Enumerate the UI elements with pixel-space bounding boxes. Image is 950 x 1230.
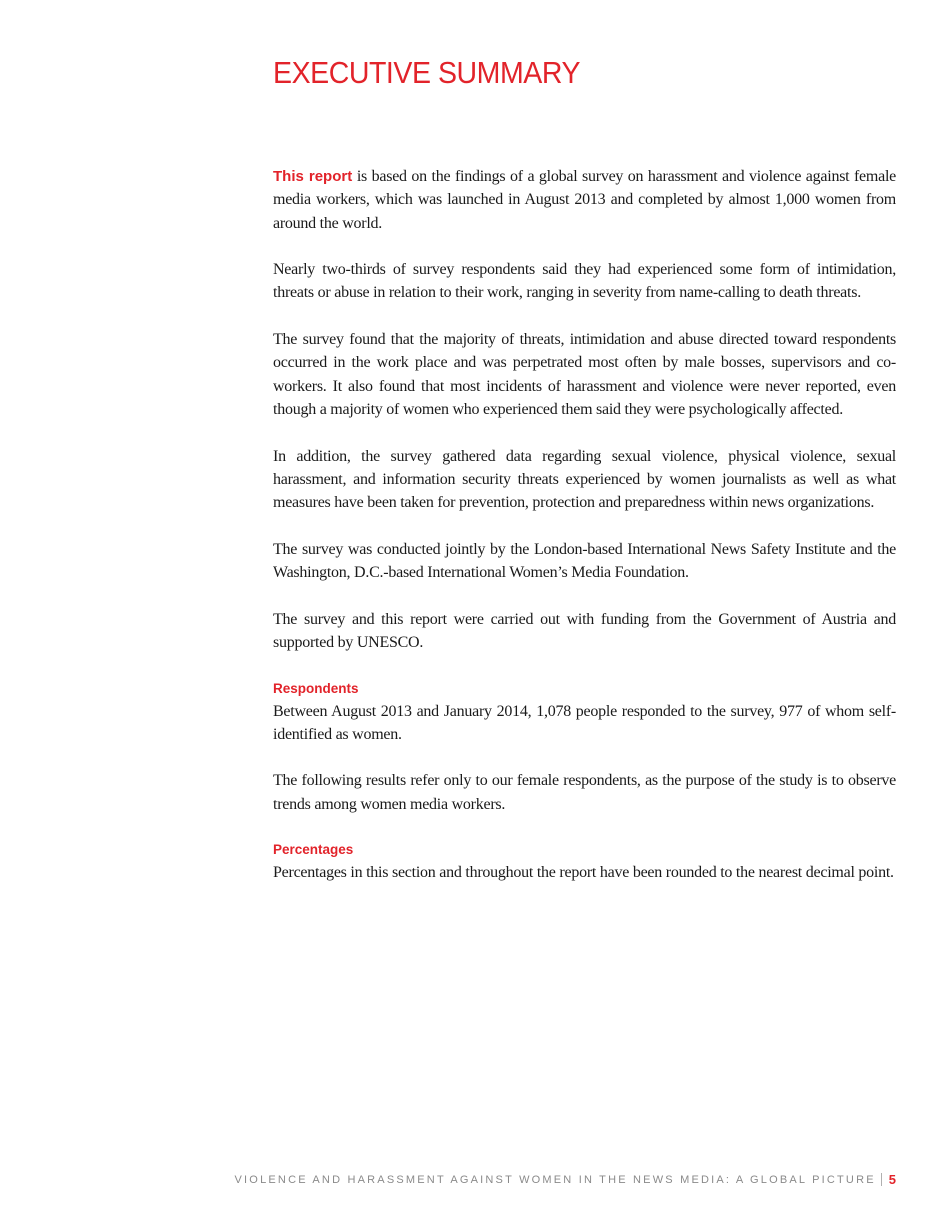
summary-paragraph: The survey was conducted jointly by the London-based International News Safety Institute and the Washington, D.C.-based International Women’s Media Foundation. [273,540,896,582]
summary-paragraph: Nearly two-thirds of survey respondents said they had experienced some form of intimidation, threats or abuse in relation to their work, ranging in severity from name-calling to death threats. [273,261,896,302]
percentages-heading: Percentages [273,842,354,858]
respondents-paragraph: The following results refer only to our female respondents, as the purpose of the study is to observe trends among women media workers. [273,772,896,813]
page-number: 5 [888,1172,896,1187]
respondents-heading: Respondents [273,680,359,696]
intro-text: is based on the findings of a global survey on harassment and violence against female media workers, which was launched in August 2013 and completed by almost 1,000 women from around the world. [273,168,897,232]
page-title: EXECUTIVE SUMMARY [273,55,581,90]
intro-paragraph [273,165,896,235]
summary-paragraph: The survey found that the majority of threats, intimidation and abuse directed toward respondents occurred in the work place and was perpetrated most often by male bosses, supervisors and co-workers. It also found that most incidents of harassment and violence were never reported, even though a majority of women who experienced them said they were psychologically affected. [273,331,896,418]
summary-paragraph: In addition, the survey gathered data regarding sexual violence, physical violence, sexual harassment, and information security threats experienced by women journalists as well as what measures have been taken for prevention, protection and preparedness within news organizations. [273,447,896,512]
page-footer [235,1172,896,1187]
footer-title: VIOLENCE AND HARASSMENT AGAINST WOMEN IN THE NEWS MEDIA: A GLOBAL PICTURE [234,1173,876,1186]
report-body [273,165,896,908]
lead-label: This report [273,168,353,185]
footer-divider [881,1173,882,1186]
percentages-paragraph: Percentages in this section and throughout the report have been rounded to the nearest decimal point. [273,864,894,882]
respondents-paragraph: Between August 2013 and January 2014, 1,078 people responded to the survey, 977 of whom self-identified as women. [273,702,896,743]
summary-paragraph: The survey and this report were carried out with funding from the Government of Austria and supported by UNESCO. [273,610,896,651]
